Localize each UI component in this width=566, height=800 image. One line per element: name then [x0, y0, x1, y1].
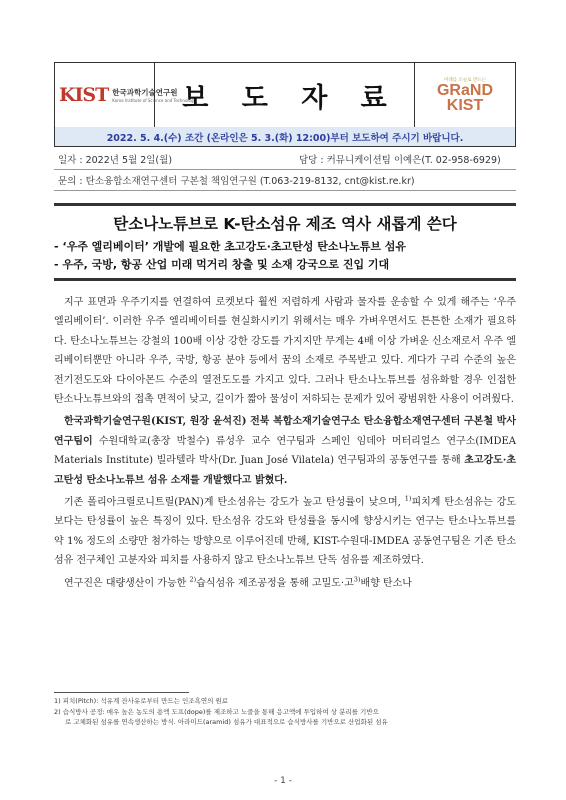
info-table — [54, 149, 516, 191]
grand-kist-logo — [415, 63, 515, 127]
embargo-notice: 2022. 5. 4.(수) 조간 (온라인은 5. 3.(화) 12:00)부터 보도하여 주시기 바랍니다. — [54, 127, 516, 147]
footnote-ref: 2) — [189, 575, 197, 584]
title-cell — [155, 63, 415, 127]
page-number: - 1 - — [274, 776, 292, 786]
grand-kist-tagline: 미래를 오늘로 만드는 — [444, 78, 486, 83]
headline: 탄소나노튜브로 K-탄소섬유 제조 역사 새롭게 쓴다 — [113, 215, 457, 233]
info-row-inquiry — [54, 170, 516, 191]
body-paragraph: 연구진은 대량생산이 가능한 $^{2)}$습식섬유 제조공정을 통해 고밀도·고$^{3)}$배향 탄소나 — [64, 575, 412, 589]
footnotes — [54, 696, 516, 728]
release-date: 일자 : 2022년 5월 2일(월) — [58, 155, 173, 166]
press-release-header — [54, 62, 516, 128]
kist-logo-korean-name: 한국과학기술연구원 — [112, 88, 178, 97]
contact-department: 담당 : 커뮤니케이션팀 이예은(T. 02-958-6929) — [299, 155, 501, 166]
article-body — [54, 293, 516, 596]
headline-section — [54, 203, 516, 281]
grand-kist-line1: GRaND — [436, 82, 493, 99]
kist-logo-english-name: Korea Institute of Science and Technology — [112, 98, 196, 103]
footnote-divider — [54, 692, 189, 693]
footnote-continuation: 로 고체화된 섬유를 연속생산하는 방식. 아라미드(aramid) 섬유가 대표적으로 습식방사를 기반으로 산업화된 섬유 — [65, 718, 388, 726]
footnote-ref: 3) — [353, 575, 361, 584]
body-paragraph: 지구 표면과 우주기지를 연결하여 로켓보다 훨씬 저렴하게 사람과 물자를 운송할 수 있게 해주는 ‘우주 엘리베이터’. 이러한 우주 엘리베이터를 현실화시키기 위해서는 매우 가벼우면서도 튼튼한 소재가 필요하다. 탄소나노튜브는 강철의 100배 이상 강한 강도를 가지지만 무게는 4배 이상 가벼운 신소재로서 우주 엘리베이터뿐만 아니라 우주, 국방, 항공 분야 등에서 꿈의 소재로 주목받고 있다. 게다가 구리 수준의 높은 전기전도도와 다이아몬드 수준의 열전도도를 가지고 있다. 그러나 탄소나노튜브를 섬유화할 경우 인접한 탄소나노튜브와의 접촉 면적이 낮고, 길이가 짧아 물성이 저하되는 문제가 있어 광범위한 사용이 어려웠다. — [54, 297, 516, 406]
grand-kist-line2: KIST — [446, 97, 484, 114]
subheadline: - 우주, 국방, 항공 산업 미래 먹거리 창출 및 소재 강국으로 진입 기대 — [54, 258, 390, 271]
body-paragraph: 기존 폴리아크릴로니트릴(PAN)계 탄소섬유는 강도가 높고 탄성률이 낮으며, $^{1)}$피치계 탄소섬유는 강도보다는 탄성률이 높은 특징이 있다. 탄소섬유 강도와 탄성률을 동시에 향상시키는 연구는 탄소나노튜브를 약 1% 정도의 소량만 첨가하는 방향으로 이루어진데 반해, KIST-수원대-IMDEA 공동연구팀은 기존 탄소섬유 전구체인 고분자와 피치를 사용하지 않고 탄소나노튜브 단독 섬유를 제조하였다. — [54, 494, 516, 567]
subheadline: - ‘우주 엘리베이터’ 개발에 필요한 초고강도·초고탄성 탄소나노튜브 섬유 — [54, 240, 407, 253]
footnote: 1) 피치(Pitch): 석유계 잔사유로부터 만드는 인조흑연의 원료 — [54, 697, 229, 705]
kist-logo — [55, 63, 196, 127]
headline-divider — [54, 278, 516, 281]
body-paragraph: 한국과학기술연구원(KIST, 원장 윤석진) 전북 복합소재기술연구소 탄소융합소재연구센터 구본철 박사 연구팀이 수원대학교(총장 박철수) 류성우 교수 연구팀과 스페인 임데아 머터리얼스 연구소(IMDEA Materials Institute) 빌라텔라 박사(Dr. Juan José Vilatela) 연구팀과의 공동연구를 통해 초고강도·초고탄성 탄소나노튜브 섬유 소재를 개발했다고 밝혔다. — [54, 416, 516, 486]
document-title: 보 도 자 료 — [182, 82, 399, 114]
kist-logo-mark: KIST — [59, 84, 109, 106]
footnote-ref: 1) — [404, 494, 412, 503]
footnote: 2) 습식방사 공정: 매우 높은 농도의 용액 도프(dope)를 제조하고 노즐을 통해 응고액에 투입하여 상 분리를 기반으 — [54, 707, 379, 716]
inquiry-contact: 문의 : 탄소융합소재연구센터 구본철 책임연구원 (T.063-219-8132, cnt@kist.re.kr) — [58, 176, 415, 187]
info-row-date — [54, 149, 516, 170]
